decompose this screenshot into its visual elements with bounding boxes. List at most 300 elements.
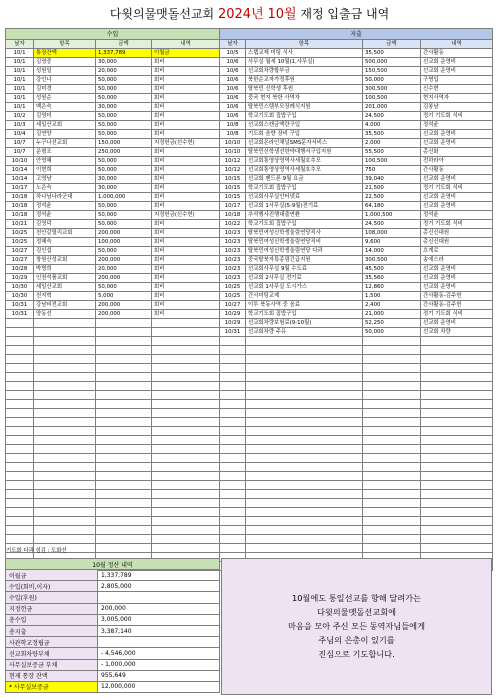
- income-cell: [152, 481, 220, 490]
- expense-row: [220, 355, 493, 364]
- income-row: [6, 382, 220, 391]
- income-cell: 김영중: [34, 58, 96, 67]
- expense-cell: [220, 382, 246, 391]
- expense-cell: [220, 517, 246, 526]
- income-row: [6, 391, 220, 400]
- income-cell: [34, 346, 96, 355]
- income-cell: [152, 544, 220, 553]
- income-cell: 박명희: [34, 265, 96, 274]
- expense-cell: [220, 436, 246, 445]
- summary-label: 사무실보증금 부채: [6, 659, 98, 670]
- expense-cell: 10/10: [220, 148, 246, 157]
- income-cell: [96, 373, 152, 382]
- income-cell: [96, 544, 152, 553]
- summary-value: 955,649: [98, 670, 220, 681]
- summary-row: [6, 648, 220, 659]
- expense-cell: [220, 391, 246, 400]
- expense-cell: [363, 346, 421, 355]
- income-cell: 10/21: [6, 220, 34, 229]
- income-cell: [96, 418, 152, 427]
- income-cell: 하나님나라군대: [34, 193, 96, 202]
- income-cell: 50,000: [96, 202, 152, 211]
- expense-cell: 선교회스캔금액란구입: [246, 121, 363, 130]
- income-row: [6, 193, 220, 202]
- expense-row: [220, 400, 493, 409]
- income-cell: [34, 436, 96, 445]
- income-cell: 안영혜: [34, 157, 96, 166]
- expense-cell: [421, 526, 493, 535]
- expense-cell: 10/6: [220, 103, 246, 112]
- expense-row: [220, 337, 493, 346]
- income-row: [6, 337, 220, 346]
- expense-row: [220, 67, 493, 76]
- expense-cell: [363, 481, 421, 490]
- expense-cell: [220, 463, 246, 472]
- income-cell: 정석윤: [34, 202, 96, 211]
- income-cell: [34, 400, 96, 409]
- expense-cell: [220, 454, 246, 463]
- income-cell: 200,000: [96, 274, 152, 283]
- expense-cell: 학교기도회 집밥구입: [246, 220, 363, 229]
- expense-cell: [220, 535, 246, 544]
- income-cell: 200,000: [96, 256, 152, 265]
- income-cell: 회비: [152, 292, 220, 301]
- expense-cell: 학교기도회 집밥구입: [246, 184, 363, 193]
- income-cell: [34, 490, 96, 499]
- income-cell: 10/1: [6, 103, 34, 112]
- expense-cell: 201,000: [363, 103, 421, 112]
- expense-row: [220, 301, 493, 310]
- expense-cell: 정기 기도회 식비: [421, 310, 493, 319]
- expense-cell: 14,000: [363, 247, 421, 256]
- income-cell: [152, 490, 220, 499]
- expense-cell: 선교회차량보험료(9-10월): [246, 319, 363, 328]
- income-row: [6, 274, 220, 283]
- church-name: 다윗의물맷돌선교회: [109, 7, 215, 21]
- expense-row: [220, 130, 493, 139]
- income-cell: 30,000: [96, 184, 152, 193]
- expense-cell: [246, 535, 363, 544]
- income-cell: 회비: [152, 58, 220, 67]
- income-cell: 강남비전교회: [34, 301, 96, 310]
- income-row: [6, 139, 220, 148]
- summary-row: [6, 659, 220, 670]
- income-row: [6, 409, 220, 418]
- expense-row: [220, 463, 493, 472]
- expense-cell: 35,500: [363, 130, 421, 139]
- expense-cell: 9,600: [363, 238, 421, 247]
- income-cell: 회비: [152, 247, 220, 256]
- income-cell: [96, 364, 152, 373]
- income-row: [6, 526, 220, 535]
- page-title: [0, 4, 499, 24]
- expense-cell: 21,500: [363, 184, 421, 193]
- expense-cell: 52,250: [363, 319, 421, 328]
- expense-row: [220, 247, 493, 256]
- expense-row: [220, 166, 493, 175]
- summary-label: 지정헌금: [6, 603, 98, 614]
- expense-cell: 선교회 펜드폰 9월 요금: [246, 175, 363, 184]
- income-cell: 운형조: [34, 148, 96, 157]
- income-cell: [96, 490, 152, 499]
- income-cell: [152, 319, 220, 328]
- income-cell: 지정헌금(선수현): [152, 139, 220, 148]
- income-row: [6, 103, 220, 112]
- expense-cell: 총신신대원: [421, 238, 493, 247]
- income-cell: 100,000: [96, 238, 152, 247]
- income-cell: 김영덕: [34, 220, 96, 229]
- expense-cell: 100,500: [363, 157, 421, 166]
- income-cell: 10/18: [6, 193, 34, 202]
- expense-cell: [363, 436, 421, 445]
- income-cell: [152, 508, 220, 517]
- expense-cell: 선교회 2사무실 전기료: [246, 274, 363, 283]
- expense-cell: [421, 436, 493, 445]
- income-cell: 이월금: [152, 49, 220, 58]
- expense-cell: [421, 472, 493, 481]
- refreshment-note: 기도회 다과 섬김 : 도화선: [6, 548, 67, 554]
- expense-cell: 64,180: [363, 202, 421, 211]
- income-cell: [6, 418, 34, 427]
- income-cell: 10/14: [6, 166, 34, 175]
- expense-row: [220, 220, 493, 229]
- income-cell: [96, 400, 152, 409]
- expense-row: [220, 103, 493, 112]
- expense-cell: 북한순교자가정후원: [246, 76, 363, 85]
- expense-row: [220, 490, 493, 499]
- expense-cell: [220, 526, 246, 535]
- expense-cell: [421, 463, 493, 472]
- income-cell: [152, 391, 220, 400]
- income-row: [6, 265, 220, 274]
- income-row: [6, 157, 220, 166]
- expense-cell: 150,500: [363, 67, 421, 76]
- income-row: [6, 76, 220, 85]
- expense-cell: 10/12: [220, 157, 246, 166]
- income-cell: [6, 346, 34, 355]
- message-line: 10월에도 통일선교를 향해 달려가는: [292, 593, 421, 603]
- expense-row: [220, 310, 493, 319]
- income-cell: 50,000: [96, 283, 152, 292]
- expense-col-detail: 내역: [421, 40, 493, 49]
- income-cell: 20,000: [96, 265, 152, 274]
- summary-row: [6, 570, 220, 581]
- expense-cell: 300,500: [363, 256, 421, 265]
- thanks-message: [222, 591, 491, 661]
- income-cell: 10/3: [6, 121, 34, 130]
- income-cell: [152, 472, 220, 481]
- income-cell: [6, 508, 34, 517]
- expense-col-item: 항목: [246, 40, 363, 49]
- income-cell: 회비: [152, 274, 220, 283]
- expense-cell: 선교회통영상영역사세월호추모: [246, 166, 363, 175]
- income-cell: 50,000: [96, 94, 152, 103]
- expense-cell: 750: [363, 166, 421, 175]
- income-cell: [152, 436, 220, 445]
- income-cell: [96, 382, 152, 391]
- income-cell: 10/1: [6, 49, 34, 58]
- income-cell: [96, 427, 152, 436]
- summary-row: [6, 592, 220, 603]
- income-cell: [152, 499, 220, 508]
- expense-cell: 선교회 차량: [421, 328, 493, 337]
- expense-cell: 선교회 1사무실 도시가스: [246, 283, 363, 292]
- income-row: [6, 418, 220, 427]
- expense-col-amount: 금액: [363, 40, 421, 49]
- income-cell: 10/31: [6, 301, 34, 310]
- income-cell: 200,000: [96, 301, 152, 310]
- expense-cell: 10/18: [220, 211, 246, 220]
- income-cell: [96, 454, 152, 463]
- income-row: [6, 400, 220, 409]
- income-row: [6, 184, 220, 193]
- expense-cell: [220, 346, 246, 355]
- expense-cell: 정석윤: [421, 211, 493, 220]
- income-row: [6, 355, 220, 364]
- income-row: [6, 202, 220, 211]
- expense-cell: [363, 526, 421, 535]
- expense-cell: 10/29: [220, 310, 246, 319]
- expense-cell: [220, 364, 246, 373]
- expense-cell: 신수현: [421, 85, 493, 94]
- expense-cell: [220, 409, 246, 418]
- expense-cell: [246, 544, 363, 553]
- expense-cell: 10/8: [220, 130, 246, 139]
- expense-cell: 10/6: [220, 112, 246, 121]
- expense-cell: [421, 499, 493, 508]
- expense-cell: 송에스라: [421, 256, 493, 265]
- income-cell: 50,000: [96, 112, 152, 121]
- expense-row: [220, 508, 493, 517]
- expense-cell: 정석윤: [421, 121, 493, 130]
- income-row: [6, 319, 220, 328]
- expense-cell: 45,500: [363, 265, 421, 274]
- summary-value: 200,000: [98, 603, 220, 614]
- expense-cell: [246, 454, 363, 463]
- expense-cell: [363, 508, 421, 517]
- income-cell: 회비: [152, 76, 220, 85]
- income-row: [6, 67, 220, 76]
- income-row: [6, 49, 220, 58]
- expense-row: [220, 328, 493, 337]
- income-cell: [152, 400, 220, 409]
- expense-cell: 10/29: [220, 319, 246, 328]
- income-cell: [34, 499, 96, 508]
- expense-cell: [246, 481, 363, 490]
- income-cell: 50,000: [96, 157, 152, 166]
- expense-cell: 스텝교제 미팅 식사: [246, 49, 363, 58]
- expense-row: [220, 229, 493, 238]
- expense-cell: [421, 418, 493, 427]
- income-cell: [6, 328, 34, 337]
- expense-row: [220, 526, 493, 535]
- expense-cell: 24,500: [363, 112, 421, 121]
- income-cell: 50,000: [96, 76, 152, 85]
- expense-cell: 정기 기도회 식비: [421, 112, 493, 121]
- income-cell: 양동선: [34, 310, 96, 319]
- income-cell: [34, 526, 96, 535]
- title-suffix: 재정 입출금 내역: [300, 7, 390, 21]
- expense-cell: [363, 373, 421, 382]
- income-cell: 회비: [152, 220, 220, 229]
- expense-cell: [363, 535, 421, 544]
- income-cell: 회비: [152, 130, 220, 139]
- expense-cell: [363, 544, 421, 553]
- expense-cell: [246, 427, 363, 436]
- expense-cell: [421, 454, 493, 463]
- expense-table: [219, 28, 493, 571]
- income-cell: [6, 364, 34, 373]
- expense-cell: [246, 463, 363, 472]
- income-cell: [96, 535, 152, 544]
- expense-cell: [363, 463, 421, 472]
- expense-cell: [363, 454, 421, 463]
- summary-label: 사관학교정립금: [6, 637, 98, 648]
- income-cell: 천안갈릴리교회: [34, 229, 96, 238]
- income-cell: 200,000: [96, 229, 152, 238]
- income-cell: [6, 472, 34, 481]
- income-cell: 1,337,789: [96, 49, 152, 58]
- income-cell: [152, 409, 220, 418]
- income-cell: 10/25: [6, 229, 34, 238]
- income-row: [6, 364, 220, 373]
- income-cell: 정석윤: [34, 211, 96, 220]
- expense-cell: 탈북민신학생선한약대행서구입지원: [246, 148, 363, 157]
- income-cell: 회비: [152, 67, 220, 76]
- expense-cell: 정기 기도회 식비: [421, 184, 493, 193]
- income-cell: 250,000: [96, 148, 152, 157]
- summary-row: [6, 614, 220, 625]
- expense-cell: 10/23: [220, 247, 246, 256]
- income-cell: [96, 409, 152, 418]
- expense-cell: 선교회사무실 9월 수도료: [246, 265, 363, 274]
- summary-label: 총지출: [6, 625, 98, 636]
- income-cell: [96, 481, 152, 490]
- expense-row: [220, 85, 493, 94]
- expense-row: [220, 157, 493, 166]
- message-line: 진심으로 기도합니다.: [318, 649, 395, 659]
- expense-row: [220, 283, 493, 292]
- income-cell: [34, 328, 96, 337]
- expense-cell: 10/23: [220, 238, 246, 247]
- income-cell: 50,000: [96, 211, 152, 220]
- income-cell: 10/30: [6, 292, 34, 301]
- income-row: [6, 472, 220, 481]
- expense-cell: [246, 382, 363, 391]
- expense-cell: 10/10: [220, 139, 246, 148]
- expense-cell: [246, 346, 363, 355]
- expense-cell: [421, 400, 493, 409]
- income-cell: [152, 526, 220, 535]
- income-cell: [152, 445, 220, 454]
- expense-cell: [421, 427, 493, 436]
- expense-cell: 구명입: [421, 76, 493, 85]
- summary-label: 수입(회비,이자): [6, 581, 98, 592]
- expense-cell: [246, 364, 363, 373]
- expense-cell: 10/6: [220, 76, 246, 85]
- expense-row: [220, 292, 493, 301]
- expense-cell: 10/17: [220, 202, 246, 211]
- expense-cell: 탈북민여성신학생울림연당직사: [246, 229, 363, 238]
- expense-cell: 55,500: [363, 148, 421, 157]
- income-cell: 30,000: [96, 175, 152, 184]
- income-cell: 회비: [152, 85, 220, 94]
- expense-cell: 2,400: [363, 301, 421, 310]
- summary-row: [6, 670, 220, 681]
- income-cell: 10/7: [6, 139, 34, 148]
- income-cell: [6, 391, 34, 400]
- income-row: [6, 499, 220, 508]
- expense-cell: [421, 508, 493, 517]
- expense-row: [220, 427, 493, 436]
- income-cell: [6, 499, 34, 508]
- income-cell: 지정헌금(신수현): [152, 211, 220, 220]
- income-row: [6, 256, 220, 265]
- income-cell: 10/25: [6, 238, 34, 247]
- expense-cell: 간사활동: [421, 166, 493, 175]
- expense-cell: 김봉남: [421, 103, 493, 112]
- income-cell: 10/1: [6, 76, 34, 85]
- income-cell: 10/10: [6, 157, 34, 166]
- summary-value: - 1,000,000: [98, 659, 220, 670]
- income-row: [6, 292, 220, 301]
- expense-cell: [363, 499, 421, 508]
- expense-cell: 24,500: [363, 220, 421, 229]
- income-cell: [152, 454, 220, 463]
- expense-cell: [220, 445, 246, 454]
- income-cell: 회비: [152, 265, 220, 274]
- income-cell: [6, 535, 34, 544]
- income-row: [6, 463, 220, 472]
- expense-cell: 22,500: [363, 193, 421, 202]
- expense-cell: 선교회 운영비: [421, 283, 493, 292]
- income-row: [6, 454, 220, 463]
- income-cell: [96, 337, 152, 346]
- expense-cell: 탈북민스템부모장례식지원: [246, 103, 363, 112]
- income-cell: [34, 454, 96, 463]
- expense-cell: 10/12: [220, 166, 246, 175]
- expense-cell: 총신화: [421, 148, 493, 157]
- income-cell: 회비: [152, 202, 220, 211]
- expense-cell: 기도회 음향 장비 구입: [246, 130, 363, 139]
- income-cell: [34, 517, 96, 526]
- expense-cell: [421, 355, 493, 364]
- summary-row: [6, 581, 220, 592]
- expense-cell: [246, 418, 363, 427]
- expense-cell: [220, 418, 246, 427]
- income-row: [6, 445, 220, 454]
- income-cell: [152, 355, 220, 364]
- summary-value: 12,000,000: [98, 681, 220, 692]
- expense-cell: [220, 508, 246, 517]
- expense-cell: 10/6: [220, 67, 246, 76]
- income-cell: 고영남: [34, 175, 96, 184]
- income-cell: 회비: [152, 157, 220, 166]
- expense-row: [220, 454, 493, 463]
- income-row: [6, 94, 220, 103]
- income-cell: [6, 319, 34, 328]
- summary-value: 3,387,140: [98, 625, 220, 636]
- summary-label: 이월금: [6, 570, 98, 581]
- expense-cell: 선교회 운영비: [421, 202, 493, 211]
- settlement-summary: [5, 558, 220, 693]
- summary-row: [6, 625, 220, 636]
- income-row: [6, 85, 220, 94]
- income-cell: 회비: [152, 283, 220, 292]
- income-cell: [96, 499, 152, 508]
- income-cell: 200,000: [96, 310, 152, 319]
- expense-cell: 탈북민 신학생 후원: [246, 85, 363, 94]
